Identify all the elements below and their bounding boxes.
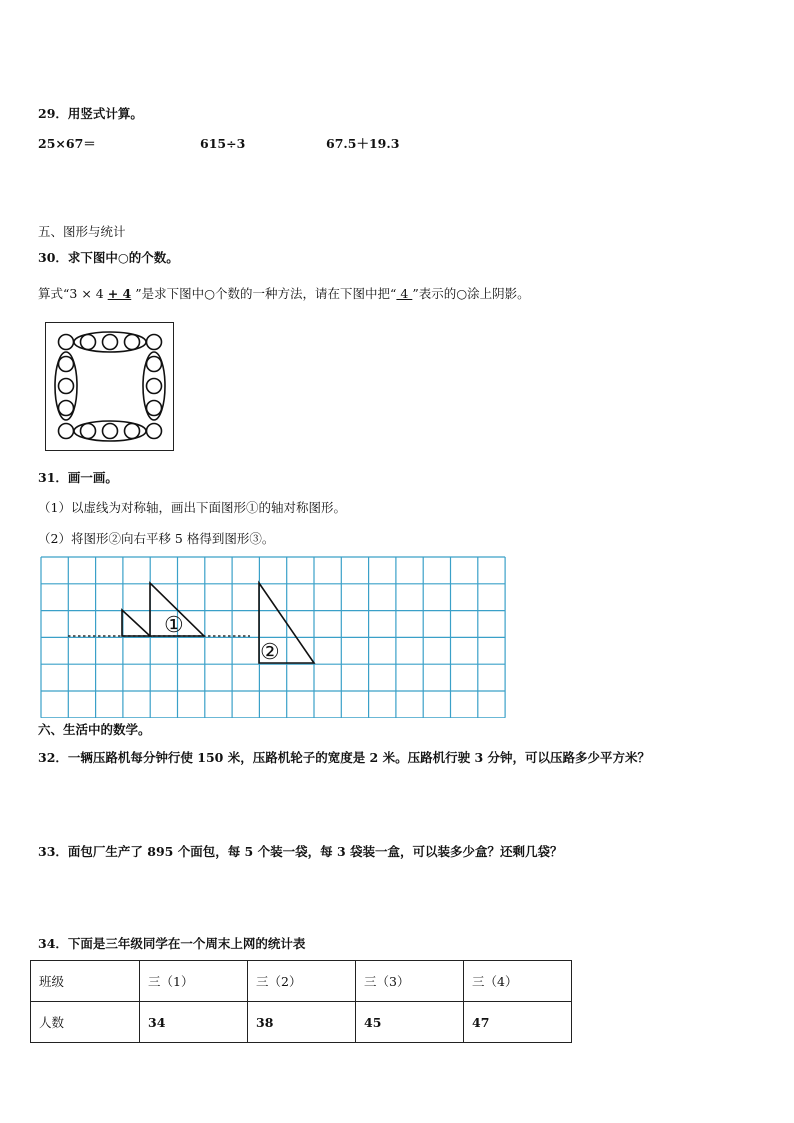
table-cell: 34 [140, 1002, 248, 1043]
circles-figure [45, 322, 174, 451]
q29-item-1: 25×67＝ [38, 136, 96, 151]
q31-sub2: （2）将图形②向右平移 5 格得到图形③。 [38, 531, 275, 546]
table-cell: 三（4） [464, 961, 572, 1002]
figure-1-small-triangle [122, 610, 150, 636]
q30-instruction: 算式“3 × 4 + 4 ”是求下图中○个数的一种方法，请在下图中把“ 4 ”表示的○涂上阴影。 [38, 286, 530, 301]
q30-title: 30．求下图中○的个数。 [38, 250, 179, 265]
table-row [31, 1002, 572, 1043]
figure-1-label: ① [164, 613, 184, 638]
table-cell: 班级 [31, 961, 140, 1002]
q31-sub1: （1）以虚线为对称轴，画出下面图形①的轴对称图形。 [38, 500, 346, 515]
table-cell: 三（2） [248, 961, 356, 1002]
table-cell: 47 [464, 1002, 572, 1043]
q29-item-3: 67.5＋19.3 [326, 136, 400, 151]
figure-2-label: ② [260, 640, 280, 665]
square-grid [40, 556, 506, 718]
q34-title: 34．下面是三年级同学在一个周末上网的统计表 [38, 936, 306, 951]
q33-text: 33．面包厂生产了 895 个面包，每 5 个装一袋，每 3 袋装一盒，可以装多少盒？还剩几袋？ [38, 844, 563, 859]
q29-title: 29．用竖式计算。 [38, 106, 143, 121]
table-cell: 三（1） [140, 961, 248, 1002]
circles-drawing [46, 323, 172, 449]
q29-item-2: 615÷3 [200, 136, 246, 151]
q32-text: 32．一辆压路机每分钟行使 150 米，压路机轮子的宽度是 2 米。压路机行驶 3 分钟，可以压路多少平方米？ [38, 750, 650, 765]
section-6-heading: 六、生活中的数学。 [38, 722, 151, 737]
table-cell: 人数 [31, 1002, 140, 1043]
stat-table [30, 960, 572, 1043]
table-cell: 45 [356, 1002, 464, 1043]
table-header-row [31, 961, 572, 1002]
table-cell: 三（3） [356, 961, 464, 1002]
section-5-heading: 五、图形与统计 [38, 224, 126, 239]
q31-title: 31．画一画。 [38, 470, 118, 485]
table-cell: 38 [248, 1002, 356, 1043]
